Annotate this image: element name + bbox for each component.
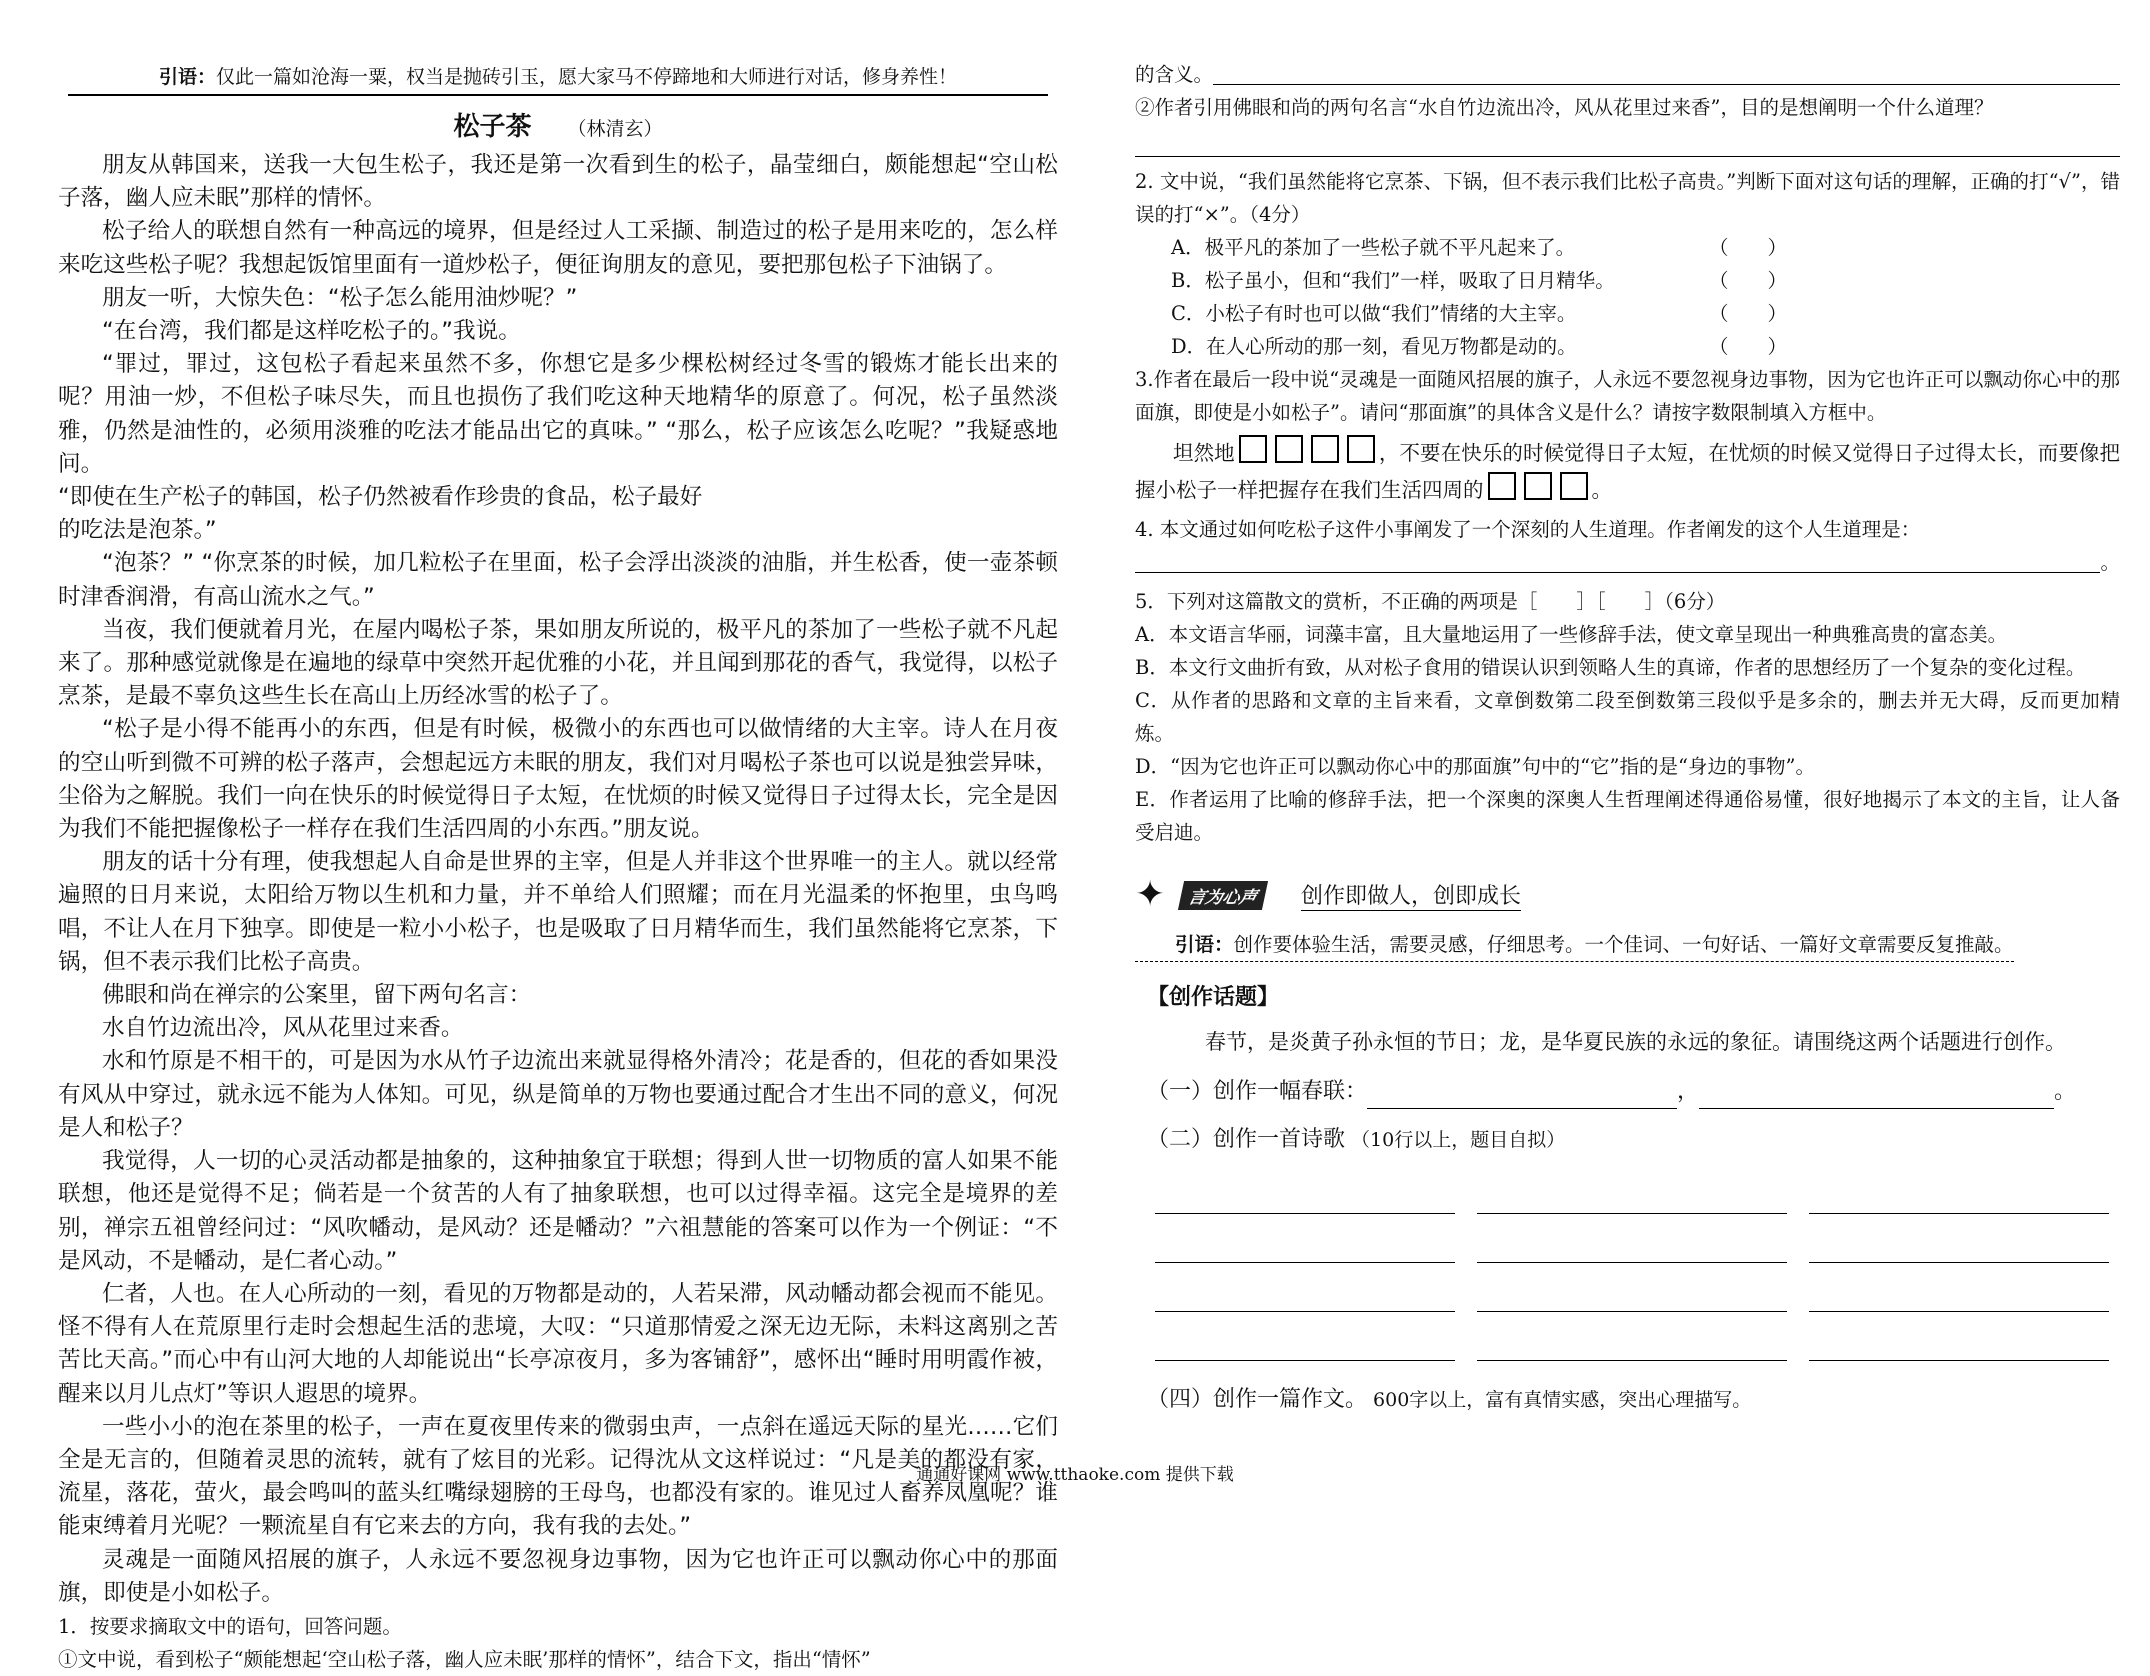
intro-line [68, 62, 1048, 96]
paragraph: 松子给人的联想自然有一种高远的境界，但是经过人工采撷、制造过的松子是用来吃的，怎么样来吃这些松子呢？我想起饭馆里面有一道炒松子，便征询朋友的意见，要把那包松子下油锅了。 [58, 218, 1058, 278]
question-4: 4. 本文通过如何吃松子这件小事阐发了一个深刻的人生道理。作者阐发的这个人生道理是： [1135, 518, 1921, 541]
q2-answer-paren[interactable]: （ ） [1709, 269, 1788, 292]
q2-option [1135, 297, 2120, 330]
paragraph: 一些小小的泡在茶里的松子，一声在夏夜里传来的微弱虫声，一点斜在遥远天际的星光……它们全是无言的，但随着灵思的流转，就有了炫目的光彩。记得沈从文这样说过：“凡是美的都没有家，流星，落花，萤火，最会鸣叫的蓝头红嘴绿翅膀的王母鸟，也都没有家的。谁见过人畜养凤凰呢？谁能束缚着月光呢？一颗流星自有它来去的方向，我有我的去处。” [58, 1413, 1058, 1540]
paragraph: “罪过，罪过，这包松子看起来虽然不多，你想它是多少棵松树经过冬雪的锻炼才能长出来的呢？用油一炒，不但松子味尽失，而且也损伤了我们吃这种天地精华的原意了。何况，松子虽然淡雅，仍然是油性的，必须用淡雅的吃法才能品出它的真味。” “那么，松子应该怎么吃呢？”我疑惑地问。 [58, 351, 1058, 477]
left-column [58, 62, 1058, 1676]
intro-text: 仅此一篇如沧海一粟，权当是抛砖引玉，愿大家马不停蹄地和大师进行对话，修身养性！ [216, 66, 958, 88]
q2-answer-paren[interactable]: （ ） [1709, 302, 1788, 325]
question-1-1: ①文中说，看到松子“颇能想起‘空山松子落，幽人应未眠’那样的情怀”，结合下文，指出“情怀” [58, 1647, 871, 1671]
essay-note: 600字以上，富有真情实感，突出心理描写。 [1373, 1389, 1752, 1411]
question-4-answer-line [1135, 546, 2120, 579]
poem-line[interactable] [1477, 1312, 1787, 1361]
footer-credit: 通通好课网 www.tthaoke.com 提供下载 [916, 1465, 1234, 1485]
paragraph: 仁者，人也。在人心所动的一刻，看见的万物都是动的，人若呆滞，风动幡动都会视而不能见。怪不得有人在荒原里行走时会想起生活的悲境，大叹：“只道那情爱之深无边无际，未料这离别之苦苦比天高。”而心中有山河大地的人却能说出“长亭凉夜月，多为客铺舒”，感怀出“睡时用明霞作被，醒来以月儿点灯”等识人遐思的境界。 [58, 1280, 1058, 1407]
q2-option [1135, 231, 2120, 264]
creation-prompt: 春节，是炎黄子孙永恒的节日；龙，是华夏民族的永远的象征。请围绕这两个话题进行创作。 [1205, 1030, 2066, 1054]
intro-label: 引语： [158, 66, 216, 88]
q2-answer-paren[interactable]: （ ） [1709, 236, 1788, 259]
poem-item [1147, 1123, 2120, 1157]
q3-answer-end: 。 [1591, 478, 1612, 502]
answer-blank[interactable] [1135, 546, 2100, 573]
creation-section-header [1135, 871, 2120, 919]
paragraph: “泡茶？” “你烹茶的时候，加几粒松子在里面，松子会浮出淡淡的油脂，并生松香，使一壶茶顿时津香润滑，有高山流水之气。” [58, 550, 1058, 610]
couplet-end: 。 [2054, 1079, 2077, 1104]
q2-option-text: D．在人心所动的那一刻，看见万物都是动的。 [1171, 335, 1577, 358]
section-title: 创作即做人，创即成长 [1301, 879, 1521, 911]
answer-box[interactable] [1524, 472, 1552, 500]
poem-line[interactable] [1155, 1312, 1455, 1361]
answer-box[interactable] [1488, 472, 1516, 500]
answer-box[interactable] [1275, 435, 1303, 463]
poem-line[interactable] [1809, 1263, 2109, 1312]
article-title: 松子茶 [453, 112, 532, 142]
paragraph: 朋友一听，大惊失色：“松子怎么能用油炒呢？” [102, 284, 578, 311]
poem-line[interactable] [1477, 1263, 1787, 1312]
paragraph: 水和竹原是不相干的，可是因为水从竹子边流出来就显得格外清冷；花是香的，但花的香如果没有风从中穿过，就永远不能为人体知。可见，纵是简单的万物也要通过配合才生出不同的意义，何况是人和松子？ [58, 1048, 1058, 1141]
poem-line[interactable] [1809, 1312, 2109, 1361]
q5-option: A．本文语言华丽，词藻丰富，且大量地运用了一些修辞手法，使文章呈现出一种典雅高贵的富态美。 [1135, 623, 2008, 646]
answer-box[interactable] [1239, 435, 1267, 463]
creation-intro [1135, 929, 2014, 962]
q3-answer-middle: ，不要在快乐的时候觉得日子太短，在忧烦的时候又觉得日子过得太长，而要像把握小松子一样把握存在我们生活四周的 [1135, 441, 2121, 502]
answer-box[interactable] [1311, 435, 1339, 463]
q5-option: D．“因为它也许正可以飘动你心中的那面旗”句中的“它”指的是“身边的事物”。 [1135, 755, 1815, 778]
essay-label: （四）创作一篇作文。 [1147, 1387, 1368, 1412]
question-1-1-answer-line [1135, 58, 2120, 91]
poem-line[interactable] [1155, 1165, 1455, 1214]
question-1-1-cont: 的含义。 [1135, 63, 1214, 86]
couplet-item [1147, 1075, 2120, 1109]
essay-item [1147, 1383, 2120, 1417]
q2-option-text: C．小松子有时也可以做“我们”情绪的大主宰。 [1171, 302, 1577, 325]
poem-note: （10行以上，题目自拟） [1351, 1129, 1566, 1151]
question-1-title: 1．按要求摘取文中的语句，回答问题。 [58, 1614, 402, 1638]
paragraph: “松子是小得不能再小的东西，但是有时候，极微小的东西也可以做情绪的大主宰。诗人在月夜的空山听到微不可辨的松子落声，会想起远方未眠的朋友，我们对月喝松子茶也可以说是独尝异味，尘俗为之解脱。我们一向在快乐的时候觉得日子太短，在忧烦的时候又觉得日子过得太长，完全是因为我们不能把握像松子一样存在我们生活四周的小东西。”朋友说。 [58, 716, 1058, 843]
paragraph: 水自竹边流出冷，风从花里过来香。 [102, 1015, 464, 1042]
q2-option-text: A．极平凡的茶加了一些松子就不平凡起来了。 [1171, 236, 1576, 259]
couplet-blank-1[interactable] [1367, 1082, 1677, 1109]
answer-line[interactable] [1135, 124, 2120, 157]
poem-line[interactable] [1809, 1214, 2109, 1263]
answer-box[interactable] [1347, 435, 1375, 463]
q3-answer-prefix: 坦然地 [1173, 441, 1235, 465]
q5-option: B．本文行文曲折有致，从对松子食用的错误认识到领略人生的真谛，作者的思想经历了一个复杂的变化过程。 [1135, 656, 2086, 679]
question-3: 3.作者在最后一段中说“灵魂是一面随风招展的旗子，人永远不要忽视身边事物，因为它也许正可以飘动你心中的那面旗，即使是小如松子”。请问“那面旗”的具体含义是什么？请按字数限制填入方框中。 [1135, 368, 2120, 424]
poem-line[interactable] [1477, 1165, 1787, 1214]
question-1-2: ②作者引用佛眼和尚的两句名言“水自竹边流出冷，风从花里过来香”，目的是想阐明一个什么道理？ [1135, 96, 1994, 119]
article-heading [58, 106, 1058, 143]
question-5: 5．下列对这篇散文的赏析，不正确的两项是［ ］［ ］（6分） [1135, 590, 1726, 613]
paragraph: 当夜，我们便就着月光，在屋内喝松子茶，果如朋友所说的，极平凡的茶加了一些松子就不凡起来了。那种感觉就像是在遍地的绿草中突然开起优雅的小花，并且闻到那花的香气，我觉得，以松子烹茶，是最不辜负这些生长在高山上历经冰雪的松子了。 [58, 616, 1058, 710]
right-column [1135, 58, 2120, 1417]
q2-answer-paren[interactable]: （ ） [1709, 335, 1788, 358]
article-author: （林清玄） [567, 118, 663, 140]
creation-intro-text: 创作要体验生活，需要灵感，仔细思考。一个佳词、一句好话、一篇好文章需要反复推敲。 [1233, 933, 2014, 956]
paragraph: 朋友从韩国来，送我一大包生松子，我还是第一次看到生的松子，晶莹细白，颇能想起“空山松子落，幽人应未眠”那样的情怀。 [58, 152, 1058, 212]
answer-box[interactable] [1560, 472, 1588, 500]
couplet-sep: ， [1677, 1079, 1700, 1104]
poem-lines [1155, 1165, 2120, 1361]
q5-option: E．作者运用了比喻的修辞手法，把一个深奥的深奥人生哲理阐述得通俗易懂，很好地揭示了本文的主旨，让人备受启迪。 [1135, 788, 2120, 844]
paragraph: 的吃法是泡茶。” [58, 517, 217, 544]
q2-option-text: B．松子虽小，但和“我们”一样，吸取了日月精华。 [1171, 269, 1615, 292]
q4-end: 。 [2100, 551, 2120, 574]
section-badge-text: 言为心声 [1178, 881, 1268, 910]
question-3-answer [1135, 435, 2120, 509]
q2-option [1135, 264, 2120, 297]
poem-label: （二）创作一首诗歌 [1147, 1127, 1346, 1152]
creation-heading: 【创作话题】 [1147, 985, 1280, 1010]
poem-line[interactable] [1155, 1214, 1455, 1263]
paragraph: 灵魂是一面随风招展的旗子，人永远不要忽视身边事物，因为它也许正可以飘动你心中的那面旗，即使是小如松子。 [58, 1546, 1058, 1606]
poem-line[interactable] [1809, 1165, 2109, 1214]
q5-option: C．从作者的思路和文章的主旨来看，文章倒数第二段至倒数第三段似乎是多余的，删去并无大碍，反而更加精炼。 [1135, 689, 2120, 745]
sparkle-icon: ✦ [1135, 874, 1166, 915]
paragraph: “在台湾，我们都是这样吃松子的。”我说。 [102, 318, 521, 345]
q2-option [1135, 330, 2120, 363]
poem-line[interactable] [1477, 1214, 1787, 1263]
question-2: 2. 文中说，“我们虽然能将它烹茶、下锅，但不表示我们比松子高贵。”判断下面对这句话的理解，正确的打“√”，错误的打“×”。（4分） [1135, 170, 2120, 226]
answer-blank[interactable] [1213, 58, 2120, 85]
couplet-label: （一）创作一幅春联： [1147, 1079, 1368, 1104]
paragraph: “即使在生产松子的韩国，松子仍然被看作珍贵的食品，松子最好 [58, 484, 703, 511]
paragraph: 佛眼和尚在禅宗的公案里，留下两句名言： [102, 982, 532, 1009]
poem-line[interactable] [1155, 1263, 1455, 1312]
creation-intro-label: 引语： [1175, 933, 1234, 956]
couplet-blank-2[interactable] [1699, 1082, 2054, 1109]
paragraph: 我觉得，人一切的心灵活动都是抽象的，这种抽象宜于联想；得到人世一切物质的富人如果不能联想，他还是觉得不足；倘若是一个贫苦的人有了抽象联想，也可以过得幸福。这完全是境界的差别，禅宗五祖曾经问过：“风吹幡动，是风动？还是幡动？”六祖慧能的答案可以作为一个例证：“不是风动，不是幡动，是仁者心动。” [58, 1148, 1058, 1274]
paragraph: 朋友的话十分有理，使我想起人自命是世界的主宰，但是人并非这个世界唯一的主人。就以经常遍照的日月来说，太阳给万物以生机和力量，并不单给人们照耀；而在月光温柔的怀抱里，虫鸟鸣唱，不让人在月下独享。即使是一粒小小松子，也是吸取了日月精华而生，我们虽然能将它烹茶，下锅，但不表示我们比松子高贵。 [58, 849, 1058, 975]
section-badge [1135, 871, 1295, 919]
